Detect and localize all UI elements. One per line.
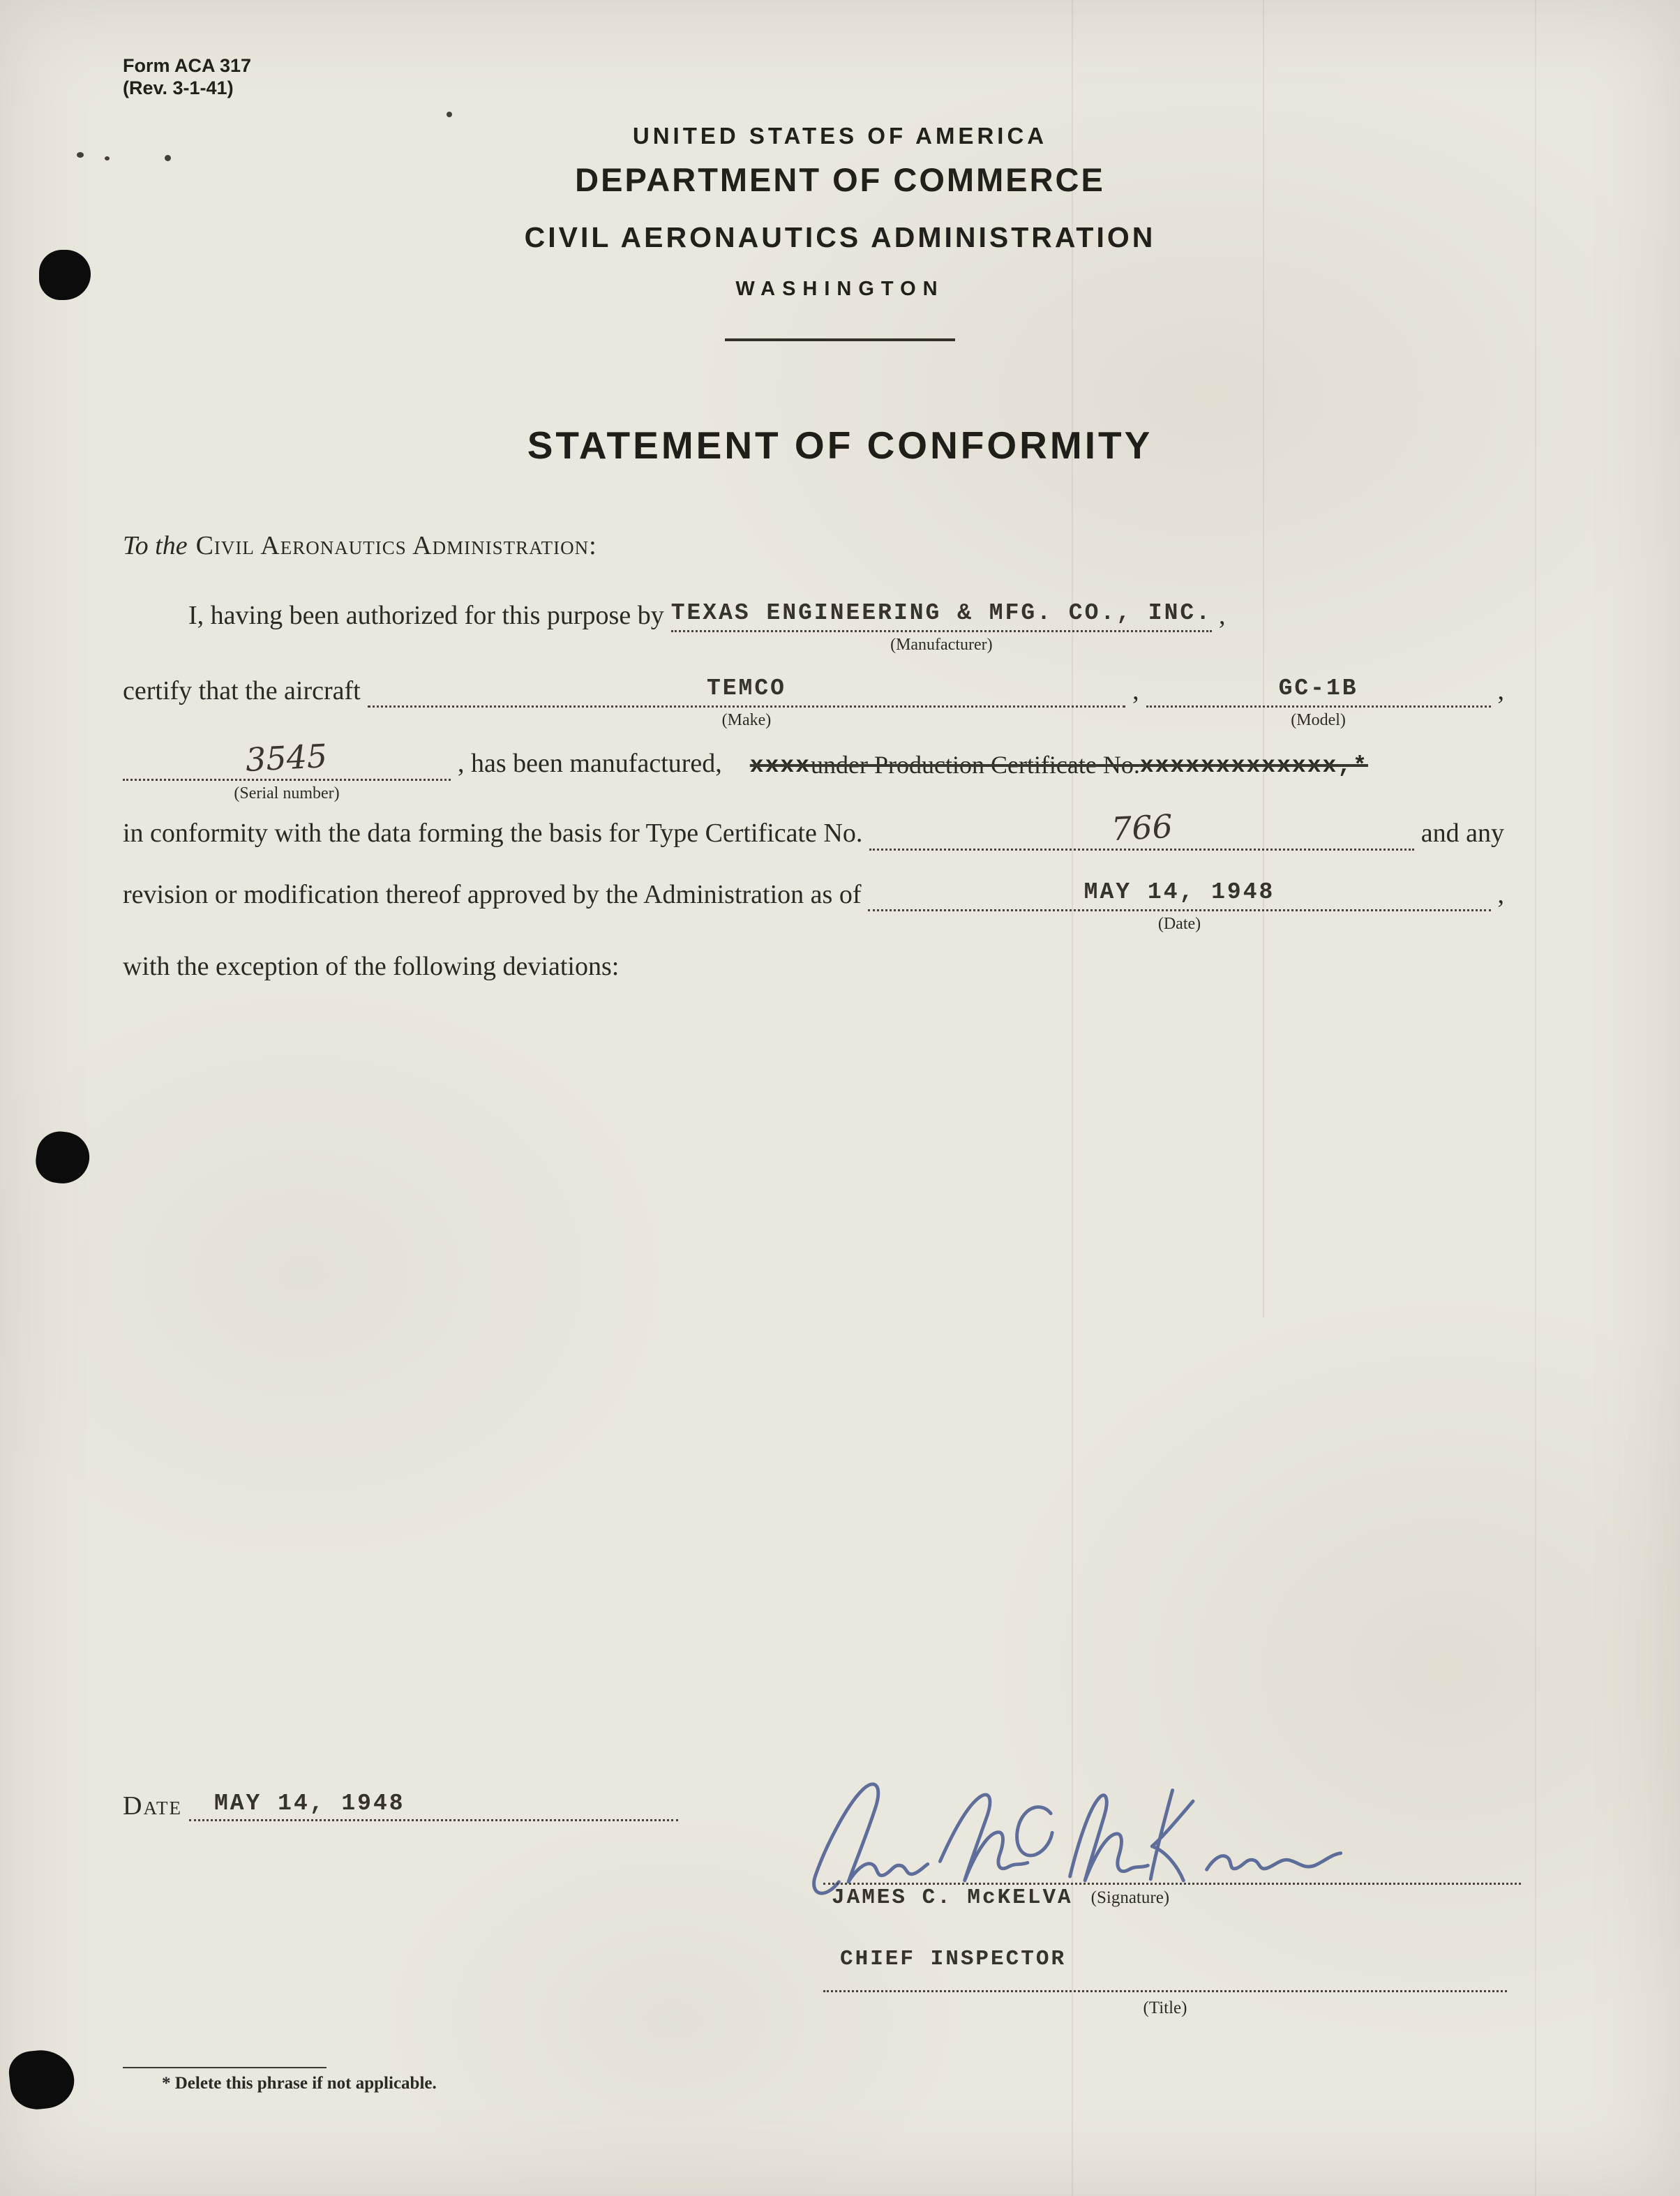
manufacturer-value: TEXAS ENGINEERING & MFG. CO., INC. (670, 600, 1213, 626)
hole-punch (33, 1128, 93, 1187)
approval-date-value: MAY 14, 1948 (1083, 879, 1275, 905)
line5-comma: , (1497, 879, 1504, 909)
make-label: (Make) (721, 711, 772, 730)
form-revision: (Rev. 3-1-41) (123, 77, 234, 99)
scan-speck (447, 112, 452, 117)
serial-value: 3545 (245, 736, 329, 779)
letterhead-administration: CIVIL AERONAUTICS ADMINISTRATION (524, 221, 1156, 253)
footer-date-row (123, 1791, 685, 1821)
manufacturer-label: (Manufacturer) (890, 636, 993, 655)
body-line-4 (123, 808, 1504, 851)
footnote: * Delete this phrase if not applicable. (162, 2074, 437, 2093)
body-line-2 (123, 674, 1504, 730)
signature-label: (Signature) (1090, 1888, 1170, 1907)
line4-tail: and any (1420, 819, 1504, 848)
line5-text: revision or modification thereof approved by the Administration as of (123, 879, 862, 909)
line6-text: with the exception of the following deviations: (123, 952, 620, 981)
line2-comma1: , (1132, 675, 1139, 705)
form-number: Form ACA 317 (123, 55, 252, 76)
body-line-1 (188, 599, 1504, 655)
body-line-3 (123, 736, 1574, 802)
serial-label: (Serial number) (234, 784, 340, 802)
signature-name-row (832, 1885, 1169, 1910)
body-line-5 (123, 878, 1504, 934)
line3-text: , has been manufactured, (458, 749, 722, 778)
inspector-title-value: CHIEF INSPECTOR (840, 1947, 1067, 1971)
make-field (368, 674, 1125, 730)
salutation-prefix: To the (123, 531, 188, 560)
footnote-rule (123, 2067, 327, 2068)
struck-fill-x: xxxxxxxxxxxxx,* (1139, 753, 1368, 779)
letterhead-country: UNITED STATES OF AMERICA (632, 123, 1048, 149)
divider-rule (725, 338, 955, 341)
line1-text: I, having been authorized for this purpose by (188, 600, 664, 630)
strike-overtype: xxxx (749, 753, 811, 779)
make-value: TEMCO (706, 675, 786, 701)
body-line-6 (123, 950, 1504, 984)
model-value: GC-1B (1278, 675, 1358, 701)
signature-line (823, 1883, 1521, 1885)
footer-date-caption: Date (123, 1791, 182, 1821)
title-line (823, 1990, 1507, 1992)
form-number-block (123, 54, 251, 100)
manufacturer-field (670, 599, 1213, 655)
model-field (1146, 674, 1491, 730)
letterhead (0, 123, 1680, 341)
model-label: (Model) (1291, 711, 1346, 730)
signature-typed-name: JAMES C. McKELVA (832, 1885, 1073, 1910)
type-certificate-field (869, 808, 1413, 851)
line2-text: certify that the aircraft (123, 675, 361, 705)
struck-phrase: under Production Certificate No. (811, 750, 1140, 779)
document-title: STATEMENT OF CONFORMITY (527, 424, 1153, 467)
approval-date-label: (Date) (1157, 915, 1201, 934)
line4-text: in conformity with the data forming the basis for Type Certificate No. (123, 819, 863, 848)
salutation (123, 530, 597, 561)
footer-date-value: MAY 14, 1948 (213, 1791, 405, 1816)
serial-field (123, 736, 451, 802)
type-certificate-value: 766 (1110, 807, 1173, 849)
letterhead-department: DEPARTMENT OF COMMERCE (575, 161, 1105, 198)
footer-date-field (189, 1791, 678, 1821)
line2-comma2: , (1497, 675, 1504, 705)
salutation-addressee: Civil Aeronautics Administration: (195, 531, 597, 560)
line1-comma: , (1219, 600, 1226, 630)
hole-punch (7, 2047, 77, 2112)
title-label: (Title) (1143, 1999, 1187, 2017)
approval-date-field (868, 878, 1490, 934)
letterhead-city: WASHINGTON (735, 278, 945, 300)
